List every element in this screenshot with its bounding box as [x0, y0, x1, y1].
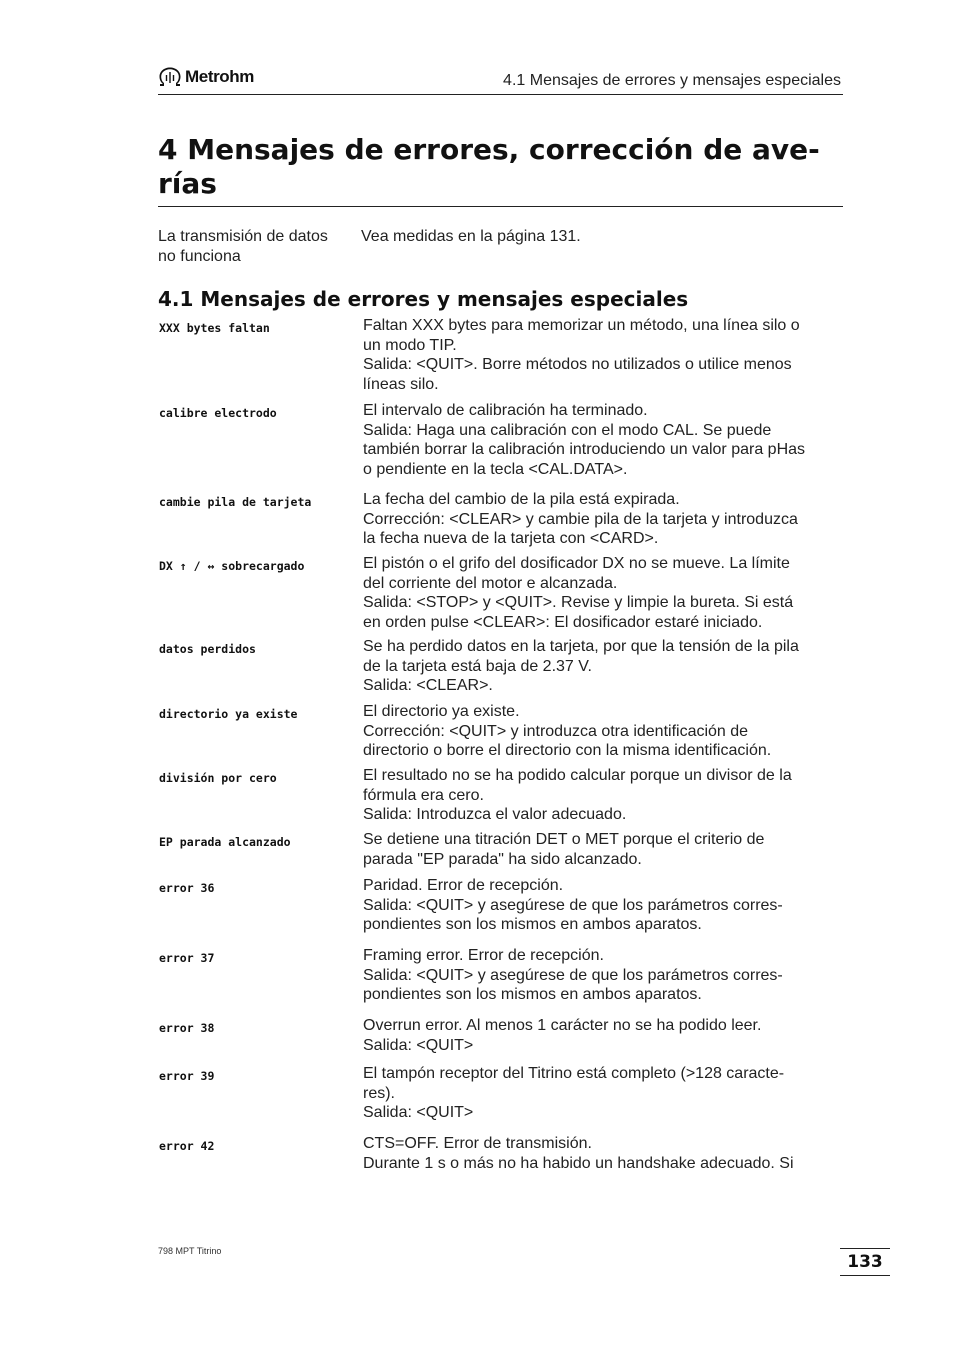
error-description	[363, 490, 848, 549]
error-description	[363, 946, 848, 1005]
error-term: directorio ya existe	[159, 707, 298, 721]
error-description-line: en orden pulse <CLEAR>: El dosificador estaré iniciado.	[363, 613, 763, 631]
error-description-line: Corrección: <QUIT> y introduzca otra identificación de	[363, 722, 749, 740]
error-description-line: Paridad. Error de recepción.	[363, 877, 564, 894]
error-term: error 42	[159, 1139, 215, 1153]
chapter-title-line-1: 4 Mensajes de errores, corrección de ave-	[158, 133, 820, 166]
error-description	[363, 316, 848, 394]
error-description-line: Salida: <QUIT> y asegúrese de que los parámetros corres-	[363, 896, 783, 914]
footer-model: 798 MPT Titrino	[158, 1246, 222, 1256]
error-term: calibre electrodo	[159, 406, 277, 420]
error-description-line: Durante 1 s o más no ha habido un handshake adecuado. Si	[363, 1154, 794, 1172]
error-description-line: El directorio ya existe.	[363, 703, 520, 720]
error-description-line: CTS=OFF. Error de transmisión.	[363, 1135, 592, 1152]
error-description-line: un modo TIP.	[363, 336, 457, 354]
chapter-title	[158, 133, 843, 201]
error-description	[363, 1016, 848, 1055]
page-number: 133	[840, 1248, 890, 1276]
error-description	[363, 637, 848, 696]
error-description-line: Corrección: <CLEAR> y cambie pila de la tarjeta y introduzca	[363, 510, 798, 528]
error-description	[363, 554, 848, 632]
error-description-line: res).	[363, 1084, 395, 1102]
error-description-line: directorio o borre el directorio con la misma identificación.	[363, 742, 772, 759]
error-description-line: parada "EP parada" ha sido alcanzado.	[363, 850, 642, 868]
header-section-title: 4.1 Mensajes de errores y mensajes especiales	[503, 72, 841, 89]
error-description-line: Salida: <QUIT>. Borre métodos no utilizados o utilice menos	[363, 356, 792, 373]
error-term: datos perdidos	[159, 642, 256, 656]
error-description	[363, 766, 848, 825]
error-description-line: Salida: Introduzca el valor adecuado.	[363, 806, 627, 823]
page-header	[158, 66, 843, 95]
error-description-line: también borrar la calibración introduciendo un valor para pHas	[363, 441, 806, 458]
error-term: DX ↑ / ↔ sobrecargado	[159, 559, 305, 573]
error-description-line: El resultado no se ha podido calcular porque un divisor de la	[363, 767, 792, 784]
error-description-line: Salida: <STOP> y <QUIT>. Revise y limpie la bureta. Si está	[363, 594, 794, 611]
section-title: 4.1 Mensajes de errores y mensajes especiales	[158, 287, 689, 311]
error-description-line: Framing error. Error de recepción.	[363, 947, 604, 964]
metrohm-omega-icon	[158, 66, 182, 88]
error-description-line: Se detiene una titración DET o MET porque el criterio de	[363, 831, 765, 848]
error-description-line: El intervalo de calibración ha terminado.	[363, 402, 648, 419]
error-description-line: Salida: <QUIT>	[363, 1104, 474, 1121]
error-description	[363, 876, 848, 935]
error-description-line: Salida: <CLEAR>.	[363, 677, 493, 694]
intro-key-line-2: no funciona	[158, 248, 241, 265]
error-description	[363, 401, 848, 479]
error-description	[363, 1064, 848, 1123]
error-term: EP parada alcanzado	[159, 835, 291, 849]
error-description-line: del corriente del motor e alcanzada.	[363, 574, 618, 592]
error-description	[363, 830, 848, 869]
error-description-line: la fecha nueva de la tarjeta con <CARD>.	[363, 530, 659, 547]
error-description-line: fórmula era cero.	[363, 786, 484, 804]
error-description-line: Salida: Haga una calibración con el modo CAL. Se puede	[363, 421, 772, 439]
error-description-line: líneas silo.	[363, 375, 439, 393]
error-description-line: Overrun error. Al menos 1 carácter no se ha podido leer.	[363, 1017, 762, 1034]
error-description-line: pondientes son los mismos en ambos aparatos.	[363, 916, 702, 933]
error-description-line: Faltan XXX bytes para memorizar un método, una línea silo o	[363, 317, 800, 334]
error-description-line: La fecha del cambio de la pila está expirada.	[363, 491, 680, 508]
intro-key-line-1: La transmisión de datos	[158, 228, 328, 245]
error-description-line: Salida: <QUIT>	[363, 1036, 474, 1054]
error-term: error 37	[159, 951, 215, 965]
chapter-rule	[158, 206, 843, 207]
chapter-title-line-2: rías	[158, 167, 217, 200]
error-description-line: Salida: <QUIT> y asegúrese de que los parámetros corres-	[363, 966, 783, 984]
error-description-line: o pendiente en la tecla <CAL.DATA>.	[363, 460, 628, 478]
error-term: división por cero	[159, 771, 277, 785]
error-description-line: Se ha perdido datos en la tarjeta, por que la tensión de la pila	[363, 638, 799, 655]
brand-name: Metrohm	[185, 67, 254, 86]
error-description-line: de la tarjeta está baja de 2.37 V.	[363, 657, 592, 675]
intro-value: Vea medidas en la página 131.	[361, 228, 581, 245]
brand-logo	[158, 66, 254, 88]
error-term: error 38	[159, 1021, 215, 1035]
intro-key	[158, 227, 353, 267]
error-description-line: El tampón receptor del Titrino está completo (>128 caracte-	[363, 1065, 785, 1082]
error-description-line: pondientes son los mismos en ambos aparatos.	[363, 986, 702, 1003]
error-description-line: El pistón o el grifo del dosificador DX no se mueve. La límite	[363, 555, 790, 572]
error-term: error 39	[159, 1069, 215, 1083]
error-term: XXX bytes faltan	[159, 321, 270, 335]
error-term: error 36	[159, 881, 215, 895]
error-term: cambie pila de tarjeta	[159, 495, 312, 509]
error-description	[363, 702, 848, 761]
error-description	[363, 1134, 848, 1173]
